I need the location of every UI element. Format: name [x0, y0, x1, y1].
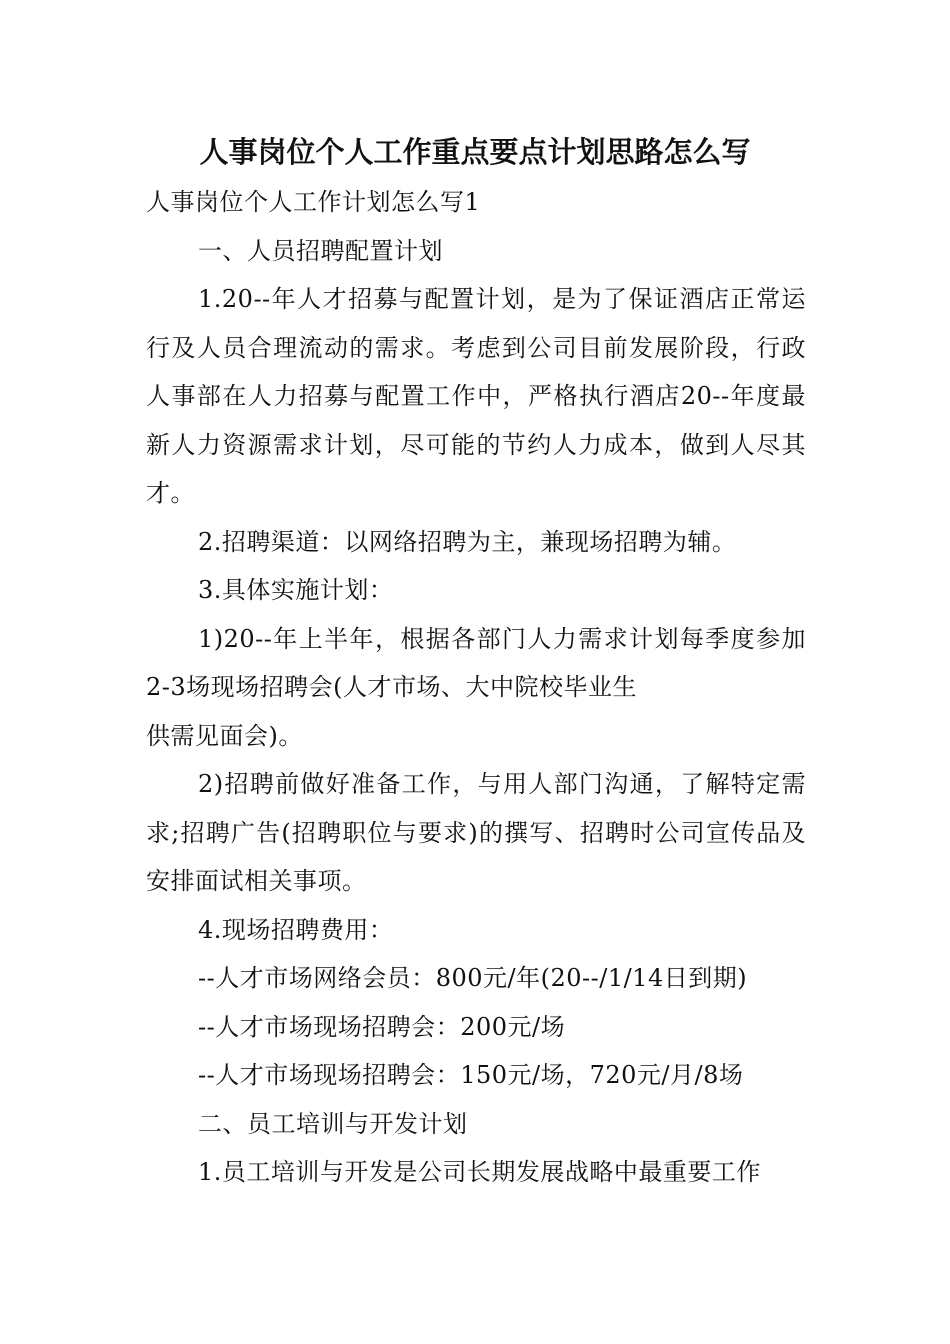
paragraph: 1)20--年上半年，根据各部门人力需求计划每季度参加2-3场现场招聘会(人才市场、大中院校毕业生: [146, 624, 806, 701]
document-body: [146, 178, 806, 1197]
document-title: 人事岗位个人工作重点要点计划思路怎么写: [199, 135, 751, 169]
subsection-heading: 二、员工培训与开发计划: [198, 1109, 468, 1138]
paragraph: 4.现场招聘费用：: [198, 915, 394, 944]
paragraph-continuation: 供需见面会)。: [146, 721, 303, 750]
paragraph: 1.员工培训与开发是公司长期发展战略中最重要工作: [198, 1158, 761, 1186]
fee-line: --人才市场现场招聘会：200元/场: [198, 1012, 566, 1041]
fee-line: --人才市场现场招聘会：150元/场，720元/月/8场: [198, 1061, 744, 1089]
section-heading: 人事岗位个人工作计划怎么写1: [146, 188, 481, 216]
paragraph: 2.招聘渠道：以网络招聘为主，兼现场招聘为辅。: [198, 527, 737, 556]
subsection-heading: 一、人员招聘配置计划: [198, 236, 443, 265]
paragraph: 3.具体实施计划：: [198, 576, 394, 604]
fee-line: --人才市场网络会员：800元/年(20--/1/14日到期): [198, 964, 748, 992]
paragraph: 2)招聘前做好准备工作，与用人部门沟通，了解特定需求;招聘广告(招聘职位与要求)的撰写、招聘时公司宣传品及安排面试相关事项。: [146, 770, 806, 895]
paragraph: 1.20--年人才招募与配置计划，是为了保证酒店正常运行及人员合理流动的需求。考虑到公司目前发展阶段，行政人事部在人力招募与配置工作中，严格执行酒店20--年度最新人力资源需求计划，尽可能的节约人力成本，做到人尽其才。: [146, 285, 806, 507]
